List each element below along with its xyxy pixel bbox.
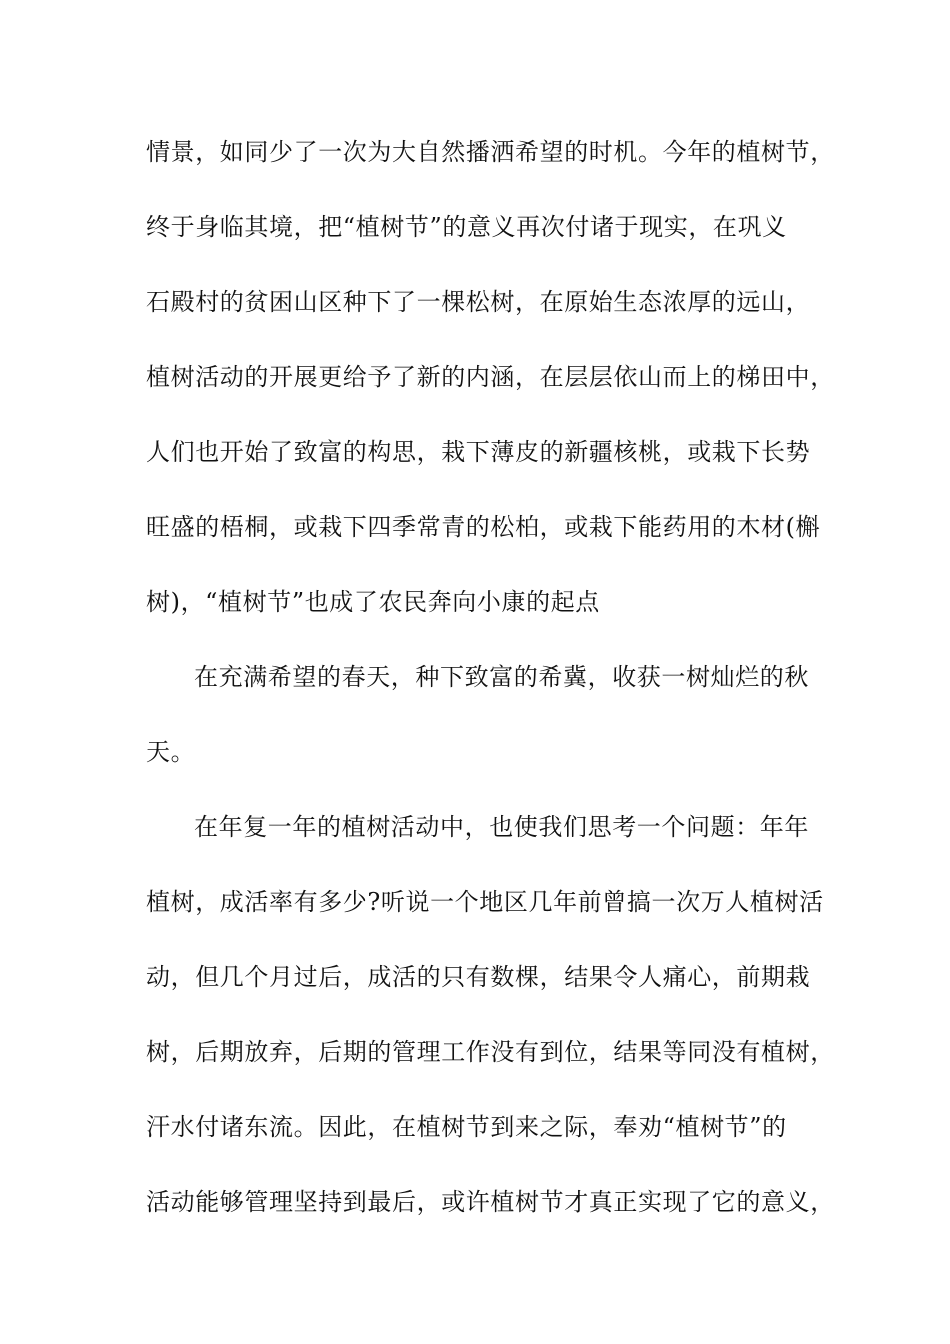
text-line: 终于身临其境，把“植树节”的意义再次付诸于现实，在巩义 bbox=[146, 213, 787, 241]
paragraph-start-line: 在充满希望的春天，种下致富的希冀，收获一树灿烂的秋 bbox=[194, 663, 809, 691]
text-line: 植树，成活率有多少?听说一个地区几年前曾搞一次万人植树活 bbox=[146, 888, 824, 916]
body-text bbox=[146, 128, 835, 1253]
text-line: 树，后期放弃，后期的管理工作没有到位，结果等同没有植树， bbox=[146, 1038, 835, 1066]
paragraph-start-line: 在年复一年的植树活动中，也使我们思考一个问题：年年 bbox=[194, 813, 809, 841]
text-line: 天。 bbox=[146, 738, 196, 766]
text-line: 活动能够管理坚持到最后，或许植树节才真正实现了它的意义， bbox=[146, 1188, 835, 1216]
text-line: 汗水付诸东流。因此，在植树节到来之际，奉劝“植树节”的 bbox=[146, 1113, 787, 1141]
text-line: 人们也开始了致富的构思，栽下薄皮的新疆核桃，或栽下长势 bbox=[146, 438, 811, 466]
text-line: 石殿村的贫困山区种下了一棵松树，在原始生态浓厚的远山， bbox=[146, 288, 811, 316]
text-line: 树)，“植树节”也成了农民奔向小康的起点 bbox=[146, 588, 600, 616]
text-line: 情景，如同少了一次为大自然播洒希望的时机。今年的植树节， bbox=[146, 138, 835, 166]
text-line: 动，但几个月过后，成活的只有数棵，结果令人痛心，前期栽 bbox=[146, 963, 811, 991]
text-line: 植树活动的开展更给予了新的内涵，在层层依山而上的梯田中， bbox=[146, 363, 835, 391]
text-line: 旺盛的梧桐，或栽下四季常青的松柏，或栽下能药用的木材(槲 bbox=[146, 513, 821, 541]
